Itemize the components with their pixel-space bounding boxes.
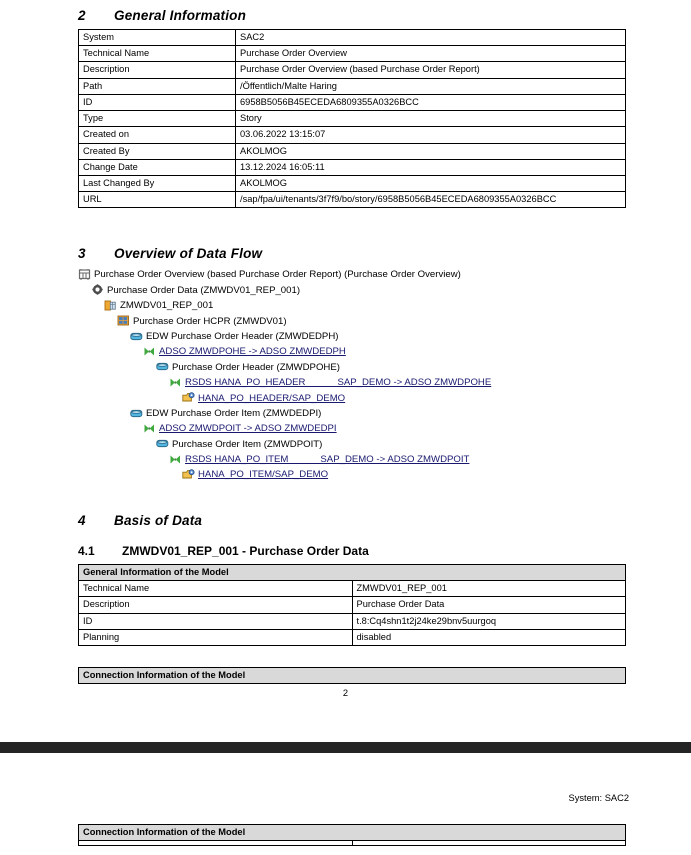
table-row: [79, 62, 626, 78]
query-icon: [104, 300, 117, 312]
table-row: [79, 143, 626, 159]
table-row: [79, 613, 626, 629]
table-cell-value: SAC2: [236, 30, 626, 46]
page-break-separator: [0, 742, 691, 753]
table-cell-key: Type: [79, 111, 236, 127]
data-flow-node-link[interactable]: ADSO ZMWDPOIT -> ADSO ZMWDEDPI: [159, 423, 337, 435]
table-cell-key: ID: [79, 613, 353, 629]
data-flow-node[interactable]: [78, 375, 627, 390]
table-cell-value: /Öffentlich/Malte Haring: [236, 78, 626, 94]
data-flow-node[interactable]: [78, 421, 627, 436]
heading-basis-of-data: [78, 513, 627, 528]
table-row: [79, 111, 626, 127]
table-cell-key: Created on: [79, 127, 236, 143]
table-cell-key: Created By: [79, 143, 236, 159]
adso-icon: [156, 361, 169, 373]
connection-information-table-continued: [78, 824, 626, 846]
table-row: [79, 94, 626, 110]
table-section-header-row: [79, 825, 626, 841]
table-section-header-row: [79, 667, 626, 683]
data-flow-node-label: Purchase Order Overview (based Purchase Order Report) (Purchase Order Overview): [94, 269, 461, 281]
heading-text: Overview of Data Flow: [114, 246, 263, 262]
heading-number: 4.1: [78, 543, 95, 558]
data-flow-node: [78, 298, 627, 313]
heading-text: ZMWDV01_REP_001 - Purchase Order Data: [122, 543, 369, 558]
data-flow-node: [78, 437, 627, 452]
table-section-header-label: Connection Information of the Model: [79, 825, 626, 841]
heading-model-subsection: [78, 544, 627, 558]
data-flow-node[interactable]: [78, 344, 627, 359]
table-cell-value: /sap/fpa/ui/tenants/3f7f9/bo/story/6958B5056B45ECEDA6809355A0326BCC: [236, 192, 626, 208]
connection-information-table: [78, 667, 626, 684]
page-number: 2: [342, 688, 349, 698]
data-flow-tree: [78, 267, 627, 482]
heading-number: 2: [78, 8, 86, 23]
story-icon: [78, 269, 91, 281]
table-cell-value: 03.06.2022 13:15:07: [236, 127, 626, 143]
data-flow-node[interactable]: [78, 391, 627, 406]
data-flow-node: [78, 360, 627, 375]
table-cell-key: ID: [79, 94, 236, 110]
general-information-table: [78, 29, 626, 208]
table-section-header-label: General Information of the Model: [79, 564, 626, 580]
table-cell-value: 13.12.2024 16:05:11: [236, 159, 626, 175]
table-cell-value: t.8:Cq4shn1t2j24ke29bnv5uurgoq: [352, 613, 626, 629]
general-information-table-wrap: [78, 29, 627, 208]
heading-overview-of-data-flow: [78, 246, 627, 261]
transform-icon: [143, 346, 156, 358]
system-header-label: System: SAC2: [568, 793, 629, 803]
heading-text: Basis of Data: [114, 512, 203, 528]
data-flow-node: [78, 314, 627, 329]
table-row: [79, 597, 626, 613]
data-flow-node-label: ZMWDV01_REP_001: [120, 300, 214, 312]
table-cell-value: Purchase Order Data: [352, 597, 626, 613]
data-flow-node[interactable]: [78, 467, 627, 482]
table-cell-key: Technical Name: [79, 46, 236, 62]
heading-number: 4: [78, 512, 86, 528]
data-flow-node-link[interactable]: RSDS HANA_PO_ITEM SAP_DEMO -> ADSO ZMWDPOIT: [185, 454, 470, 466]
model-icon: [91, 284, 104, 296]
model-information-table: [78, 564, 626, 646]
table-row: [79, 581, 626, 597]
table-cell-value: Purchase Order Overview (based Purchase Order Report): [236, 62, 626, 78]
hcpr-icon: [117, 315, 130, 327]
heading-general-information: [78, 8, 627, 23]
model-information-table-wrap: [78, 564, 627, 646]
table-cell-key: System: [79, 30, 236, 46]
table-row: [79, 175, 626, 191]
transform-icon: [143, 423, 156, 435]
table-section-header-label: Connection Information of the Model: [79, 667, 626, 683]
datasource-icon: [182, 469, 195, 481]
data-flow-node-label: Purchase Order HCPR (ZMWDV01): [133, 315, 287, 327]
table-cell-key: Last Changed By: [79, 175, 236, 191]
document-page-2: [0, 753, 691, 855]
adso-icon: [130, 408, 143, 420]
table-cell-key: Change Date: [79, 159, 236, 175]
table-row: [79, 841, 626, 846]
table-cell-key: [79, 841, 353, 846]
table-row: [79, 127, 626, 143]
data-flow-node-label: EDW Purchase Order Header (ZMWDEDPH): [146, 330, 339, 342]
data-flow-node-label: EDW Purchase Order Item (ZMWDEDPI): [146, 407, 322, 419]
table-row: [79, 78, 626, 94]
heading-text: General Information: [114, 8, 247, 23]
data-flow-node-link[interactable]: HANA_PO_ITEM/SAP_DEMO: [198, 469, 329, 481]
table-section-header-row: [79, 564, 626, 580]
table-row: [79, 46, 626, 62]
table-row: [79, 192, 626, 208]
table-row: [79, 30, 626, 46]
data-flow-node-link[interactable]: HANA_PO_HEADER/SAP_DEMO: [198, 392, 346, 404]
transform-icon: [169, 377, 182, 389]
table-cell-value: AKOLMOG: [236, 143, 626, 159]
data-flow-node-link[interactable]: ADSO ZMWDPOHE -> ADSO ZMWDEDPH: [159, 346, 346, 358]
table-row: [79, 629, 626, 645]
heading-number: 3: [78, 246, 86, 262]
table-cell-key: URL: [79, 192, 236, 208]
table-cell-key: Description: [79, 597, 353, 613]
table-row: [79, 159, 626, 175]
data-flow-node: [78, 283, 627, 298]
table-cell-value: ZMWDV01_REP_001: [352, 581, 626, 597]
transform-icon: [169, 454, 182, 466]
data-flow-node: [78, 406, 627, 421]
table-cell-value: AKOLMOG: [236, 175, 626, 191]
datasource-icon: [182, 392, 195, 404]
table-cell-value: [352, 841, 626, 846]
data-flow-node-label: Purchase Order Header (ZMWDPOHE): [172, 361, 340, 373]
data-flow-node[interactable]: [78, 452, 627, 467]
table-cell-key: Description: [79, 62, 236, 78]
adso-icon: [156, 438, 169, 450]
data-flow-node: [78, 267, 627, 282]
table-cell-value: Purchase Order Overview: [236, 46, 626, 62]
adso-icon: [130, 331, 143, 343]
data-flow-node-label: Purchase Order Data (ZMWDV01_REP_001): [107, 284, 301, 296]
table-cell-value: 6958B5056B45ECEDA6809355A0326BCC: [236, 94, 626, 110]
table-cell-key: Planning: [79, 629, 353, 645]
data-flow-node: [78, 329, 627, 344]
data-flow-node-link[interactable]: RSDS HANA_PO_HEADER SAP_DEMO -> ADSO ZMWDPOHE: [185, 377, 492, 389]
table-cell-value: disabled: [352, 629, 626, 645]
data-flow-node-label: Purchase Order Item (ZMWDPOIT): [172, 438, 323, 450]
table-cell-key: Technical Name: [79, 581, 353, 597]
table-cell-value: Story: [236, 111, 626, 127]
table-cell-key: Path: [79, 78, 236, 94]
page-2-content: [0, 824, 691, 846]
